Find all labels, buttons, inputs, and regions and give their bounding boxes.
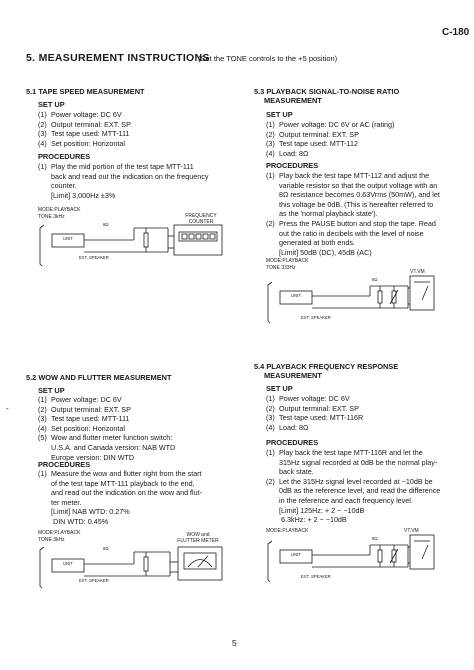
s51-meter-label: FREQUENCY COUNTER (185, 213, 217, 225)
list-item: 315Hz signal recorded at 0dB be the normal play- (279, 457, 438, 467)
s54-speaker-label: EXT. SPEAKER (301, 574, 331, 579)
s51-tone-label: TONE 3kHz (38, 214, 65, 220)
s54-unit-label: UNIT (291, 552, 301, 557)
list-item: DIN WTD: 0.45% (51, 516, 109, 526)
s51-setup-list (38, 110, 131, 148)
s54-meter-label: VT.VM (404, 528, 419, 534)
s52-speaker-label: EXT. SPEAKER (79, 578, 109, 583)
s53-circuit-diagram (266, 274, 436, 326)
list-item: (2) Output terminal: EXT. SP (38, 119, 131, 129)
section-5-3-heading: 5.3 PLAYBACK SIGNAL-TO-NOISE RATIO MEASUREMENT (254, 87, 400, 105)
s54-setup-list (266, 394, 363, 432)
list-item: (1) Power voltage: DC 6V (38, 110, 122, 119)
list-item: (2) Output terminal: EXT. SP (266, 129, 359, 139)
s54-mode-label: MODE:PLAYBACK (266, 528, 309, 534)
list-item: (2) Output terminal: EXT. SP (38, 404, 131, 414)
s51-circuit-diagram (38, 220, 228, 270)
list-item: Europe version: DIN WTD (51, 452, 135, 462)
list-item: back and read out the indication on the frequency (51, 171, 209, 181)
list-item: generated at both ends. (279, 238, 355, 248)
s52-unit-label: UNIT (63, 561, 73, 566)
s52-procedures-heading: PROCEDURES (38, 460, 91, 469)
page-title: 5. MEASUREMENT INSTRUCTIONS (26, 52, 210, 64)
list-item: (1) Power voltage: DC 6V (266, 394, 350, 403)
list-item: 6.3kHz: + 2 ~ −10dB (279, 515, 347, 525)
list-item: (4) Set position: Horizontal (38, 138, 125, 148)
list-item: 0dB as the reference level, and read the difference (279, 486, 441, 496)
list-item: (3) Test tape used: MTT-111 (38, 414, 130, 424)
list-item: this voltage be 0dB. (This is hereafter referred to (279, 199, 434, 209)
s52-setup-heading: SET UP (38, 386, 65, 395)
list-item: [Limit] NAB WTD: 0.27% (51, 507, 130, 517)
s53-setup-heading: SET UP (266, 110, 293, 119)
s51-unit-label: UNIT (63, 236, 73, 241)
list-item: ter meter. (51, 497, 82, 507)
s53-unit-label: UNIT (291, 293, 301, 298)
s52-circuit-diagram (38, 542, 228, 592)
list-item: [Limit] 3,000Hz ±3% (51, 190, 116, 200)
s51-setup-heading: SET UP (38, 100, 65, 109)
s52-setup-list (38, 395, 175, 462)
s52-mode-label: MODE:PLAYBACK (38, 530, 81, 536)
s54-circuit-diagram (266, 533, 436, 585)
list-item: (1) Measure the wow and flutter right from the start (38, 469, 202, 478)
list-item: (5) Wow and flutter meter function switch: (38, 433, 173, 443)
list-item: (4) Load: 8Ω (266, 422, 309, 432)
list-item: (3) Test tape used: MTT-112 (266, 139, 358, 149)
list-item: (3) Test tape used: MTT-116R (266, 413, 364, 423)
s53-tone-label: TONE 333Hz (266, 265, 296, 271)
list-item: in the reference and each frequency level. (279, 495, 413, 505)
section-5-2-heading: 5.2 WOW AND FLUTTER MEASUREMENT (26, 373, 172, 382)
model-number: C-180 (442, 27, 470, 38)
s51-resistor-label: 8Ω (103, 222, 109, 227)
list-item: back state. (279, 467, 314, 477)
list-item: (4) Set position: Horizontal (38, 423, 125, 433)
list-item: (1) Power voltage: DC 6V (38, 395, 122, 404)
page-number: 5 (232, 638, 237, 648)
section-5-4-heading: 5.4 PLAYBACK FREQUENCY RESPONSE MEASUREMENT (254, 362, 399, 380)
s52-tone-label: TONE 3kHz (38, 537, 65, 543)
list-item: (4) Load: 8Ω (266, 148, 309, 158)
s53-procedures-list (266, 171, 440, 257)
list-item: as the 'normal playback state'). (279, 209, 378, 219)
s54-resistor-label: 8Ω (372, 536, 378, 541)
page-subtitle: (Set the TONE controls to the +5 position) (198, 54, 338, 63)
s51-speaker-label: EXT. SPEAKER (79, 255, 109, 260)
list-item: (2) Output terminal: EXT. SP (266, 403, 359, 413)
s52-meter-label: WOW and FLUTTER METER (177, 532, 219, 544)
s51-procedures-list (38, 162, 208, 200)
s51-mode-label: MODE:PLAYBACK (38, 207, 81, 213)
s53-resistor-label: 8Ω (372, 277, 378, 282)
list-item: (3) Test tape used: MTT-111 (38, 129, 130, 139)
list-item: (1) Play back the test tape MTT-112 and adjust the (266, 171, 430, 180)
list-item: (1) Power voltage: DC 6V or AC (rating) (266, 120, 395, 129)
list-item: (2) Press the PAUSE button and stop the tape. Read (266, 218, 436, 228)
list-item: and read out the indication on the wow and flut- (51, 488, 203, 498)
s54-procedures-heading: PROCEDURES (266, 438, 319, 447)
margin-mark: - (6, 404, 9, 413)
list-item: counter. (51, 181, 77, 191)
list-item: (2) Let the 315Hz signal level recorded at −10dB be (266, 476, 433, 486)
list-item: U.S.A. and Canada version: NAB WTD (51, 442, 176, 452)
list-item: (1) Play the mid portion of the test tape MTT-111 (38, 162, 194, 171)
list-item: of the test tape MTT-111 playback to the end, (51, 478, 195, 488)
s53-procedures-heading: PROCEDURES (266, 161, 319, 170)
s52-procedures-list (38, 469, 202, 527)
section-5-1-heading: 5.1 TAPE SPEED MEASUREMENT (26, 87, 145, 96)
s54-procedures-list (266, 448, 440, 525)
s53-meter-label: VT.VM (410, 269, 425, 275)
list-item: 8Ω resistance becomes 0.63Vrms (50mW), and let (279, 190, 440, 200)
s51-procedures-heading: PROCEDURES (38, 152, 91, 161)
list-item: (1) Play back the test tape MTT-116R and let the (266, 448, 423, 457)
list-item: [Limit] 50dB (DC), 45dB (AC) (279, 247, 372, 257)
list-item: variable resistor so that the output voltage with an (279, 180, 438, 190)
s53-speaker-label: EXT. SPEAKER (301, 315, 331, 320)
s53-mode-label: MODE:PLAYBACK (266, 258, 309, 264)
s54-setup-heading: SET UP (266, 384, 293, 393)
list-item: out the ratio in decibels with the level of noise (279, 228, 424, 238)
s52-resistor-label: 8Ω (103, 546, 109, 551)
s53-setup-list (266, 120, 394, 158)
list-item: [Limit] 125Hz: + 2 ~ −10dB (279, 505, 365, 515)
